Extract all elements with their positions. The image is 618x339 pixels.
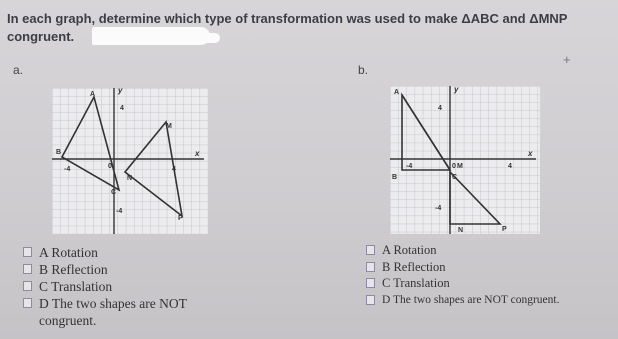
choice-b-not-congruent-label: D The two shapes are NOT congruent. [382,293,560,306]
checkbox-b-not-congruent[interactable] [366,295,375,305]
tick-y-neg-a: -4 [116,208,123,215]
tick-y-pos-a: 4 [120,105,124,112]
grid-a [52,88,208,234]
choice-a-rotation-label: A Rotation [39,245,98,260]
tick-x-neg-a: -4 [64,166,71,173]
y-axis-label-b: y [454,86,459,94]
y-axis-label-a: y [118,88,123,95]
origin-a: 0 [108,163,112,170]
tick-y-neg-b: -4 [435,205,442,212]
vertex-b-label-b: B [392,174,398,181]
checkbox-a-rotation[interactable] [23,247,32,257]
vertex-c-label: C [111,189,117,196]
choice-b-translation[interactable] [366,275,616,292]
choice-b-translation-label: C Translation [382,276,450,290]
crosshair-mark: + [563,52,571,67]
vertex-p-label: P [178,215,183,222]
choice-a-translation-label: C Translation [39,279,113,294]
tick-x-pos-a: 4 [172,166,176,173]
tick-x-neg-b: -4 [406,163,413,170]
vertex-n-label: N [127,175,133,182]
choice-a-rotation[interactable] [23,244,243,261]
choice-a-translation[interactable] [23,278,243,295]
choice-a-not-congruent-label: D The two shapes are NOT congruent. [39,296,187,328]
choices-a [23,244,243,329]
graph-b [390,86,540,234]
checkbox-a-translation[interactable] [23,281,32,291]
vertex-p-label-b: P [502,226,507,233]
vertex-a-label-b: A [394,89,400,96]
vertex-m-label-b: M [457,163,463,170]
vertex-a-label: A [90,91,96,98]
tick-y-pos-b: 4 [438,105,442,112]
vertex-b-label: B [56,149,62,156]
graph-a [52,88,208,234]
choices-b [366,242,616,308]
redaction-mark [92,27,210,45]
vertex-c-label-b: C [452,174,458,181]
x-axis-label-a: x [195,149,200,158]
choice-b-reflection[interactable] [366,259,616,276]
vertex-n-label-b: N [458,227,464,234]
choice-a-not-congruent[interactable] [23,295,211,329]
choice-b-not-congruent[interactable] [366,292,616,309]
part-a-label: a. [13,63,24,77]
tick-x-pos-b: 4 [508,163,512,170]
instructions-text: In each graph, determine which type of transformation was used to make ΔABC and ΔMNP congruent. [7,11,568,44]
vertex-m-label: M [166,123,172,130]
x-axis-label-b: x [528,149,533,158]
checkbox-b-reflection[interactable] [366,262,375,272]
part-b-label: b. [358,63,369,77]
choice-a-reflection-label: B Reflection [39,262,108,277]
choice-a-reflection[interactable] [23,261,243,278]
checkbox-a-not-congruent[interactable] [23,298,32,308]
choice-b-reflection-label: B Reflection [382,259,446,274]
checkbox-a-reflection[interactable] [23,264,32,274]
checkbox-b-translation[interactable] [366,278,375,288]
grid-b [390,86,540,234]
origin-b: 0 [452,163,456,170]
choice-b-rotation-label: A Rotation [382,243,437,257]
checkbox-b-rotation[interactable] [366,245,375,255]
choice-b-rotation[interactable] [366,242,616,259]
